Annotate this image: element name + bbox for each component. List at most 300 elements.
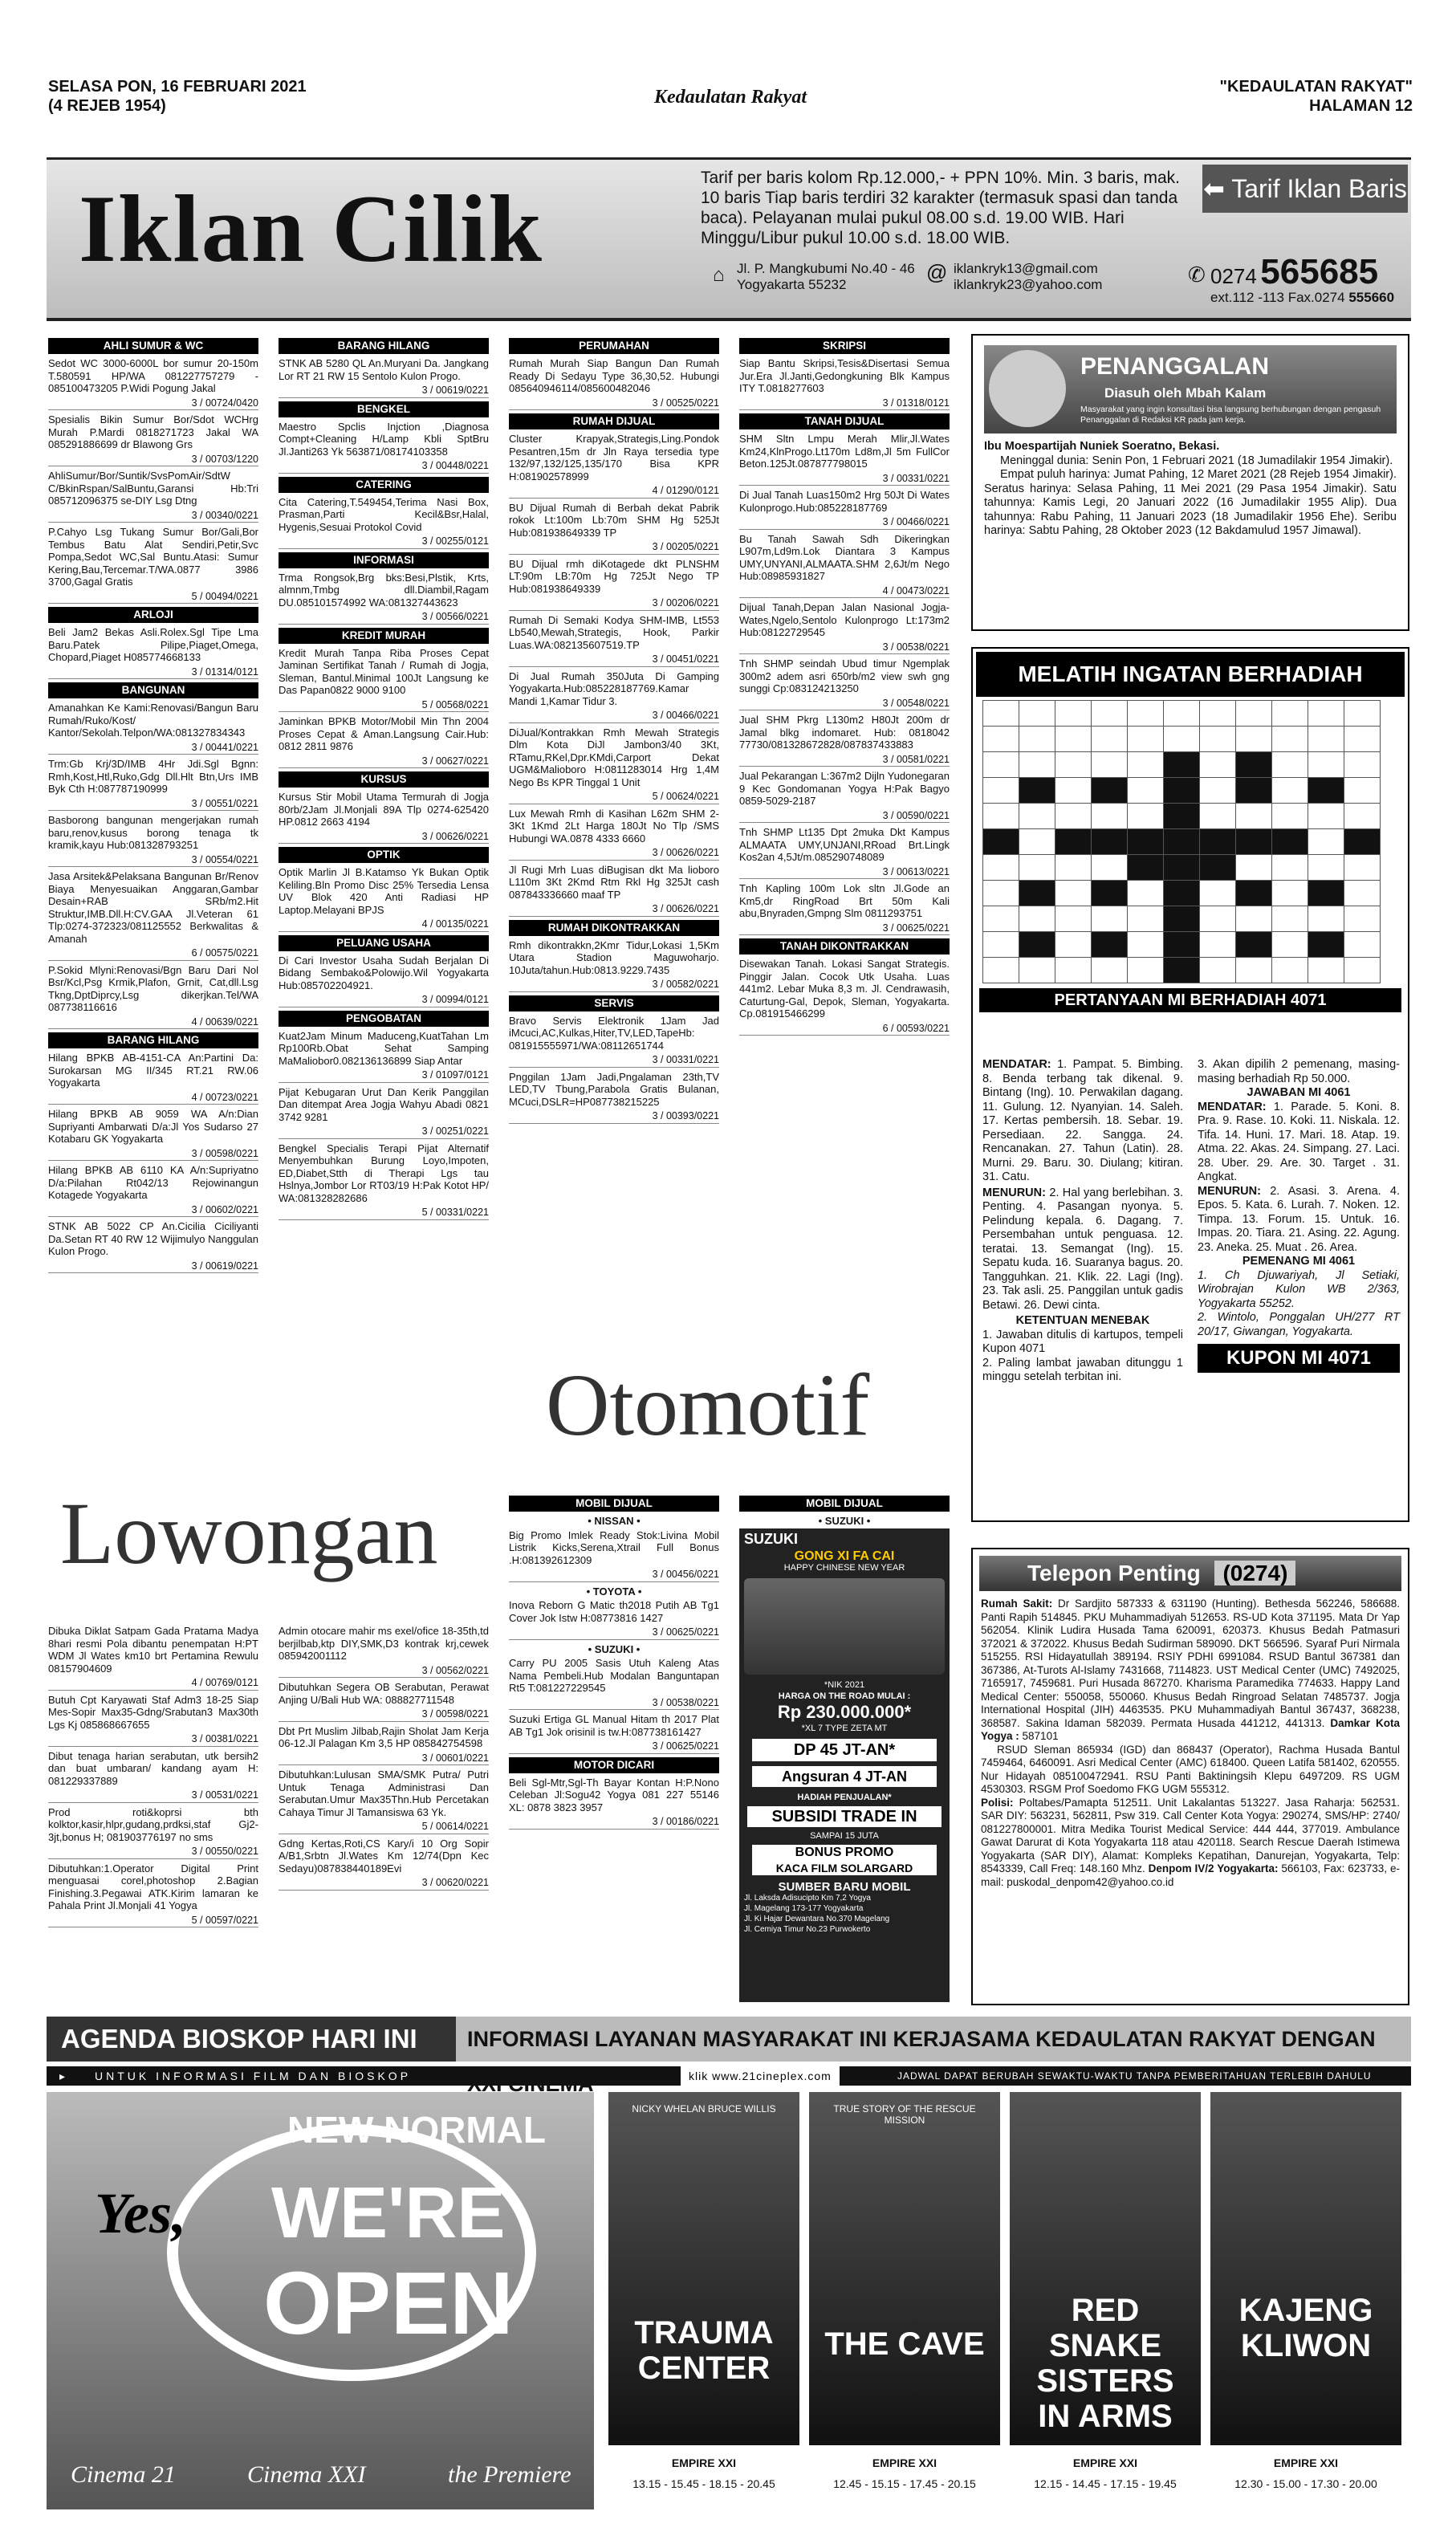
ad-code: 4 / 00639/0221 [48,1016,258,1030]
banner-title: Iklan Cilik [79,175,543,282]
crossword-cell [1019,855,1055,881]
edition-date [48,77,449,116]
classified-ad: Jl Rugi Mrh Luas diBugisan dkt Ma lioboro L110m 3Kt 2Kmd Rtm Rkl Hg 325Jt cash 087843336660 maaf TP [509,863,719,901]
classified-ad: DiJual/Kontrakkan Rmh Mewah Strategis Dlm Kota DiJl Jambon3/40 3Kt, RTamu,RKel,Dpr.KMdi,Carport Dekat UGM&Malioboro H:0811283014 Hrg 1,4M Nego Bs KPR Tinggal 1 Unit [509,726,719,788]
angsuran-text: Angsuran 4 JT-AN [752,1766,937,1787]
crossword-cell [1344,958,1381,983]
crossword-cell [1272,701,1308,727]
classified-ad: Lux Mewah Rmh di Kasihan L62m SHM 2-3Kt 1Kmd 2Lt Harga 180Jt No Tlp /SMS Hubungi WA.0878 4333 6660 [509,807,719,845]
promo-new-normal: NEW NORMAL [287,2109,546,2151]
section-header: TANAH DIJUAL [739,413,950,429]
classified-ad: Pijat Kebugaran Urut Dan Kerik Panggilan Dan ditempat Area Jogja Wahyu Abadi 0821 3742 9281 [279,1085,489,1123]
xl7-type: *XL 7 TYPE ZETA MT [801,1724,888,1733]
section-header: RUMAH DIJUAL [509,413,719,429]
suzuki-advert [739,1528,950,2002]
classified-ad: Carry PU 2005 Sasis Utuh Kaleng Atas Nama Pembeli.Hub Modalan Banguntapan Rt5 T:081227229545 [509,1657,719,1694]
film-showtimes: 12.15 - 14.45 - 17.15 - 19.45 [1034,2477,1177,2490]
crossword-cell [1055,804,1092,829]
crossword-cell [1272,855,1308,881]
arrow-icon: ⬅ [1203,174,1232,203]
crossword-cell [1272,804,1308,829]
classified-ad: Di Jual Tanah Luas150m2 Hrg 50Jt Di Wates Kulonprogo.Hub:085228187769 [739,489,950,514]
lowongan-column-1 [48,1625,258,1931]
ad-code: 3 / 00582/0221 [509,979,719,992]
section-header: OPTIK [279,847,489,863]
film-poster[interactable] [1210,2092,1401,2445]
crossword-cell [1236,727,1272,752]
crossword-block [1344,829,1381,855]
tarif-text: Tarif per baris kolom Rp.12.000,- + PPN 10%. Min. 3 baris, mak. 10 baris Tiap baris terdiri 32 karakter (termasuk spasi dan tanda baca). Pelayanan mulai pukul 08.00 s.d. 19.00 WIB. Hari Minggu/Libur pukul 10.00 s.d. 18.00 WIB. [701,169,1180,247]
header-jawa-date: (4 REJEB 1954) [48,97,166,115]
rsud-list: RSUD Sleman 865934 (IGD) dan 868437 (Operator), Rachma Husada Bantul 7459464, 6460091. Asri Medical Center (AMC) 618400. Queen Latifa 581402, 620555. Nur Hidayah 085100472941. RSU Panti Baktiningsih Klepu 6497209. RS UGM 4530303. RSGM Prof Soedomo FKG UGM 555312. [981,1743,1400,1795]
ad-code: 4 / 00723/0221 [48,1092,258,1105]
damkar-number: 587101 [1022,1730,1059,1742]
crossword-cell [1272,752,1308,778]
suzuki-logo: SUZUKI [744,1531,798,1547]
ad-code: 3 / 01097/0121 [279,1069,489,1083]
ad-code: 3 / 00724/0420 [48,397,258,411]
crossword-cell [983,727,1019,752]
classified-ad: Suzuki Ertiga GL Manual Hitam th 2017 Plat AB Tg1 Jok orisinil is tw.H:087738161427 [509,1713,719,1738]
crossword-cell [1236,906,1272,932]
ad-code: 3 / 00626/0221 [509,903,719,917]
section-header: ARLOJI [48,607,258,623]
telepon-title: Telepon Penting [1027,1561,1201,1585]
ad-code: 3 / 00598/0221 [48,1148,258,1162]
classified-column-1 [48,336,258,1276]
crossword-block [1164,829,1200,855]
section-header: RUMAH DIKONTRAKKAN [509,920,719,936]
crossword-cell [1128,881,1164,906]
ad-code: 3 / 00381/0221 [48,1733,258,1747]
crossword-block [1308,881,1344,906]
jawaban-label: JAWABAN MI 4061 [1247,1086,1351,1099]
telepon-panel [971,1548,1409,2005]
crossword-block [1164,881,1200,906]
classified-ad: Hilang BPKB AB-4151-CA An:Partini Da: Surokarsan MG II/345 RT.21 RW.06 Yogyakarta [48,1052,258,1089]
crossword-block [1164,932,1200,958]
crossword-cell [1092,727,1128,752]
section-header: INFORMASI [279,552,489,568]
crossword-block [1019,778,1055,804]
fax-number: 555660 [1348,290,1395,305]
promo-yes: Yes, [95,2181,186,2245]
ad-code: 3 / 00626/0221 [279,831,489,845]
classified-ad: Jual SHM Pkrg L130m2 H80Jt 200m dr Jamal blkg indomaret. Hub: 0818042 77730/081328672828/087837433883 [739,714,950,751]
lowongan-title: Lowongan [60,1484,438,1582]
section-header: CATERING [279,477,489,493]
crossword-cell [1200,701,1236,727]
classified-ad: Rumah Di Semaki Kodya SHM-IMB, Lt553 Lb540,Mewah,Strategis, Hook, Parkir Luas.WA:082135607519.TP [509,613,719,651]
film-showtimes: 12.30 - 15.00 - 17.30 - 20.00 [1234,2477,1377,2490]
dealer-address: Jl. Cemiya Timur No.23 Purwokerto [744,1925,871,1934]
ketentuan-3: 3. Akan dipilih 2 pemenang, masing-masing berhadiah Rp 50.000. [1198,1058,1400,1085]
crossword-cell [1055,727,1092,752]
classified-ad: SHM Sltn Lmpu Merah Mlir,Jl.Wates Km24,KlnProgo.Lt170m Ld8m,Jl 5m FullCor Beton.125Jt.087877798015 [739,433,950,470]
classified-ad: P.Sokid Mlyni:Renovasi/Bgn Baru Dari Nol Bsr/Kcl,Psg Krmik,Plafon, Grnit, Cat,dll.Lsg Tkng,DptDiprcy,Lsg dikerjkan.Tel/WA 087738116616 [48,963,258,1013]
crossword-cell [1344,932,1381,958]
crossword-block [1164,958,1200,983]
film-poster[interactable] [809,2092,1000,2445]
section-header: BARANG HILANG [279,338,489,354]
classified-ad: Butuh Cpt Karyawati Staf Adm3 18-25 Siap Mes-Sopir Max35-Gdng/Srabutan3 Max30th Lgs Kj 085868667655 [48,1693,258,1731]
crossword-cell [1272,881,1308,906]
classified-ad: Dijual Tanah,Depan Jalan Nasional Jogja-Wates,Ngelo,Sentolo Kulonprogo Lt:173m2 Hub:08122729545 [739,601,950,638]
crossword-cell [1200,727,1236,752]
masthead: Kedaulatan Rakyat [653,87,807,108]
classified-ad: Spesialis Bikin Sumur Bor/Sdot WCHrg Murah P.Mardi 0818271723 Jakal WA 085291886699 dr Blawong Grs [48,413,258,450]
nik-text: *NIK 2021 [824,1680,865,1690]
crossword-cell [1344,881,1381,906]
ad-code: 3 / 00538/0221 [509,1697,719,1711]
ad-code: 3 / 00703/1220 [48,454,258,467]
home-icon: ⌂ [713,264,725,286]
penanggalan-panel [971,334,1409,631]
penanggalan-title: PENANGGALAN [1080,353,1270,380]
crossword-cell [1128,752,1164,778]
email-1[interactable]: iklankryk13@gmail.com [954,261,1098,276]
crossword-block [983,829,1019,855]
email-2[interactable]: iklankryk23@yahoo.com [954,277,1103,292]
crossword-cell [1272,958,1308,983]
crossword-cell [1236,958,1272,983]
crossword-cell [1128,778,1164,804]
ad-code: 3 / 00581/0221 [739,754,950,767]
promo-open: OPEN [263,2254,514,2353]
price: Rp 230.000.000* [777,1702,912,1722]
harga-label: HARGA ON THE ROAD MULAI : [778,1691,911,1701]
crossword-block [1308,932,1344,958]
crossword-block [1236,752,1272,778]
crossword-block [1092,829,1128,855]
crossword-cell [1019,752,1055,778]
crossword-cell [1308,804,1344,829]
classified-ad: Hilang BPKB AB 6110 KA A/n:Supriyatno D/a:Pilahan Rt042/13 Rejowinangun Kotagede Yogyakarta [48,1164,258,1201]
crossword-block [1019,932,1055,958]
kupon-box[interactable]: KUPON MI 4071 [1198,1344,1400,1373]
classified-ad: BU Dijual rmh diKotagede dkt PLNSHM LT:90m LB:70m Hg 725Jt Nego TP Hub:081938649339 [509,557,719,595]
ketentuan-1: 1. Jawaban ditulis di kartupos, tempeli Kupon 4071 [982,1328,1183,1355]
crossword-cell [1092,958,1128,983]
ad-code: 3 / 00601/0221 [279,1752,489,1766]
classified-ad: Dibutuhkan Segera OB Serabutan, Perawat Anjing U/Bali Hub WA: 088827711548 [279,1681,489,1706]
ad-code: 3 / 00205/0221 [509,541,719,555]
phone-number: 565685 [1260,252,1379,291]
menurun-label: MENURUN: [982,1186,1046,1199]
classified-ad: Rmh dikontrakkn,2Kmr Tidur,Lokasi 1,5Km Utara Stadion Maguwoharjo. 10Juta/tahun.Hub:0813.9229.7435 [509,938,719,976]
sub-suzuki-2: • SUZUKI • [818,1515,871,1527]
ad-code: 5 / 00331/0221 [279,1207,489,1220]
ad-code: 4 / 01290/0121 [509,485,719,499]
crossword-cell [1128,958,1164,983]
crossword-cell [1344,906,1381,932]
email-block [926,260,1162,293]
pemenang-2: 2. Wintolo, Ponggalan UH/277 RT 20/17, Giwangan, Yogyakarta. [1198,1311,1400,1338]
bonus-text: BONUS PROMO [752,1845,937,1861]
tts-subtitle: PERTANYAAN MI BERHADIAH 4071 [979,988,1401,1012]
otomotif-column [509,1493,719,1833]
film-title: KAJENG KLIWON [1238,2293,1373,2363]
crossword-cell [1092,752,1128,778]
ad-code: 3 / 00619/0221 [48,1260,258,1274]
classified-ad: Dibut tenaga harian serabutan, utk bersih2 dan buat umbaran/ kandang ayam H: 081229337889 [48,1749,258,1787]
crossword-cell [1200,881,1236,906]
classified-ad: Siap Bantu Skripsi,Tesis&Disertasi Semua Jur.Era Jl.Janti,Gedongkuning Blk Kampus ITY T.0818277603 [739,357,950,394]
film-poster[interactable] [608,2092,799,2445]
crossword-block [1164,804,1200,829]
crossword-cell [1019,804,1055,829]
film-showtimes: 12.45 - 15.15 - 17.45 - 20.15 [833,2477,976,2490]
classified-ad: Beli Jam2 Bekas Asli.Rolex.Sgl Tipe Lma Baru.Patek Pilipe,Piaget,Omega, Chopard,Piaget H085774668133 [48,626,258,663]
section-header: PENGOBATAN [279,1011,489,1027]
crossword-cell [1128,804,1164,829]
crossword-cell [1344,752,1381,778]
crossword-cell [1200,906,1236,932]
classified-ad: Bu Tanah Sawah Sdh Dikeringkan L907m,Ld9m.Lok Diantara 3 Kampus UMY,UNYANI,ALMAATA.SHM 2,6Jt/m Nego Hub:08985931827 [739,532,950,582]
crossword-cell [1055,932,1092,958]
ad-code: 3 / 00331/0221 [509,1054,719,1068]
sub-toyota: • TOYOTA • [586,1585,642,1598]
classified-ad: AhliSumur/Bor/Suntik/SvsPomAir/SdtW C/BkinRspan/SalBuntu,Garansi Hb:Tri 085712096375 se-DIY Lsg Dtng [48,470,258,507]
penanggalan-header [984,345,1397,433]
crossword-block [1092,881,1128,906]
crossword-block [1128,829,1164,855]
crossword-cell [1055,701,1092,727]
ad-code: 3 / 00613/0221 [739,866,950,880]
crossword-cell [1308,829,1344,855]
crossword-cell [1128,906,1164,932]
crossword-cell [983,881,1019,906]
dp-text: DP 45 JT-AN* [752,1739,937,1761]
rs-list: Dr Sardjito 587333 & 631190 (Hunting). Bethesda 562246, 586688. Panti Rapih 514845. PKU Muhammadiyah 512653. RS-UD Kota 371195. Mata Dr Yap 562054. Klinik Ludira Husada Tama 620091, 620373. Khusus Bedah Patmasuri 372021 & 372022. Khusus Bedah Sudirman 589090. DKT 566596. Syaraf Puri Nirmala 515255. RSI Hidayatullah 389194. RSIY PDHI 6991084. RSUD Bantul 367381 dan 367386, At-Turots Al-Islamy 7431668, 7114823. UST Medical Center (UMC) 7492025, 7165917, 7459681. Puri Husada 867270. Kharisma Paramedika 774633. Happy Land Medical Center: 550058, 550060. Khusus Bedah Ringroad Selatan 7485737. Jogja International Hospital (JIH) 4463535. PKU Muhammadiyah Bantul 367437, 368238, 368587. Sakina Idaman 582039. Permata Husada 441212, 441313. [981,1598,1400,1729]
crossword-block [1128,855,1164,881]
ad-code: 3 / 00625/0221 [509,1626,719,1640]
crossword-block [1164,855,1200,881]
promo-were: WE'RE [271,2173,506,2253]
denpom-label: Denpom IV/2 Yogyakarta: [1148,1862,1279,1874]
section-header: BENGKEL [279,401,489,417]
dealer-address: Jl. Ki Hajar Dewantara No.370 Magelang [744,1915,890,1923]
crossword-block [1236,932,1272,958]
ad-code: 4 / 00473/0221 [739,585,950,599]
section-header: PELUANG USAHA [279,935,489,951]
crossword-cell [1236,855,1272,881]
cinema21-logo: Cinema 21 [71,2461,176,2488]
crossword-cell [1164,727,1200,752]
ad-code: 5 / 00614/0221 [279,1821,489,1834]
film-theater: EMPIRE XXI [671,2456,737,2469]
penanggalan-text: Meninggal dunia: Senin Pon, 1 Februari 2021 (18 Jumadilakir 1954 Jimakir). [1000,454,1393,467]
tts-panel [971,647,1409,1522]
crossword-cell [1055,906,1092,932]
classified-ad: Bravo Servis Elektronik 1Jam Jad iMcuci,AC,Kulkas,Hiter,TV,LED,TapeHb: 081915555971/WA:08112651744 [509,1014,719,1052]
crossword-cell [1308,701,1344,727]
crossword-block [1164,752,1200,778]
pemenang-1: 1. Ch Djuwariyah, Jl Setiaki, Wirobrajan Kulon WB 2/363, Yogyakarta 55252. [1198,1268,1400,1310]
suzuki-ad-column [739,1493,950,2002]
classified-ad: Jaminkan BPKB Motor/Mobil Min Thn 2004 Proses Cepat & Aman.Langsung Cair.Hub: 0812 2811 9876 [279,715,489,752]
film-cast: TRUE STORY OF THE RESCUE MISSION [833,2103,976,2126]
classified-ad: Basborong bangunan mengerjakan rumah baru,renov,kusus borong tenaga tk kramik,kayu Hub:081328793251 [48,814,258,851]
penanggalan-text: Empat puluh harinya: Jumat Pahing, 12 Maret 2021 (28 Rejeb 1954 Jimakir). Seratus harinya: Selasa Pahing, 11 Mei 2021 (29 Pasa 1954 Jimakir). Satu tahunnya: Kamis Legi, 20 Januari 2022 (16 Jumadilakir 1955 Alip). Dua tahunnya: Rabu Pahing, 11 Januari 2023 (18 Jumadilakir 1956 Ehe). Seribu harinya: Sabtu Pahing, 28 Oktober 2023 (12 Bakdamulud 1957 Jimawal). [984,468,1397,537]
at-icon: @ [926,260,948,284]
crossword-cell [1272,932,1308,958]
crossword-grid [982,700,1381,983]
polisi-list: Poltabes/Pamapta 512511. Unit Lakalantas 513227. Jasa Raharja: 562531. SAR DIY: 563231, 562811, Psw 319. Call Center Kota Yogya: 290274, SMS/HP: 2740/ 081227800001. Mitra Medika Tourist Medical Service: 444 444, 377019. Ambulance Gawat Darurat di Kota Yogyakarta 118 atau 420118. Search Rescue Daerah Istimewa Yogyakarta (SAR DIY), Alamat: Kompleks Kepatihan, Danurejan, Yogyakarta, Telp: 8543339, Call Freq: 148.160 Mhz. [981,1796,1400,1874]
menurun-clues: 2. Hal yang berlebihan. 3. Penting. 4. Pasangan nyonya. 5. Pelindung kepala. 6. Dagang. 7. Persembahan untuk penguasa. 12. teratai. 13. Semangat (Ing). 15. Sepatu kuda. 16. Suaranya bagus. 20. Tangguhkan. 21. Klik. 22. Lagi (Ing). 23. Tak asli. 25. Panggilan untuk gadis Betawi. 26. Dewi cinta. [982,1186,1184,1312]
classified-ad: Kursus Stir Mobil Utama Termurah di Jogja 80rb/2Jam Jl.Monjali 89A Tlp 0274-625420 HP.0812 2663 4194 [279,791,489,828]
crossword-cell [983,906,1019,932]
crossword-block [1272,829,1308,855]
ad-code: 3 / 00448/0221 [279,460,489,474]
crossword-cell [983,958,1019,983]
crossword-cell [1308,752,1344,778]
classified-ad: Maestro Spclis Injction ,Diagnosa Compt+Cleaning H/Lamp Kbli SptBru Jl.Janti263 Yk 563871/08174103358 [279,420,489,458]
crossword-block [1200,855,1236,881]
ad-code: 3 / 00626/0221 [509,847,719,861]
sub-nissan: • NISSAN • [588,1515,641,1527]
ad-code: 3 / 00466/0221 [739,516,950,530]
car-image [744,1578,945,1675]
section-header: BANGUNAN [48,682,258,698]
classified-ad: Tnh SHMP Lt135 Dpt 2muka Dkt Kampus ALMAATA UMY,UNJANI,RRoad Brt.Lingk Kos2an 4,5Jt/m.085290748089 [739,826,950,863]
crossword-cell [1272,727,1308,752]
ad-code: 3 / 01314/0121 [48,666,258,680]
film-cast: NICKY WHELAN BRUCE WILLIS [632,2103,776,2115]
polisi-label: Polisi: [981,1796,1014,1809]
ad-code: 6 / 00575/0221 [48,947,258,961]
classified-ad: Big Promo Imlek Ready Stok:Livina Mobil Listrik Kicks,Serena,Xtrail Full Bonus .H:081392612309 [509,1528,719,1566]
section-header: PERUMAHAN [509,338,719,354]
classified-ad: Dibutuhkan:Lulusan SMA/SMK Putra/ Putri Untuk Tenaga Administrasi Dan Serabutan.Umur Max35Thn.Hub Percetakan Cahaya Timur Jl Tamansiswa 63 Yk. [279,1769,489,1818]
section-header: KREDIT MURAH [279,628,489,644]
crossword-cell [983,701,1019,727]
section-header: TANAH DIKONTRAKKAN [739,938,950,954]
jawaban-mendatar: 1. Parade. 5. Koni. 8. Pra. 9. Rase. 10. Koki. 11. Niskala. 12. Tifa. 14. Huni. 17. Mari. 18. Atap. 19. Atma. 22. Akas. 24. Simpang. 27. Laci. 28. Uber. 29. Are. 30. Target . 31. Angkat. [1198,1100,1400,1183]
ad-code: 4 / 00769/0121 [48,1677,258,1691]
crossword-block [1055,829,1092,855]
crossword-cell [1055,855,1092,881]
ad-code: 5 / 00494/0221 [48,591,258,604]
classified-column-3 [509,336,719,1127]
crossword-block [1019,881,1055,906]
sub-suzuki: • SUZUKI • [588,1642,641,1655]
crossword-block [1236,829,1272,855]
crossword-block [1308,778,1344,804]
pemenang-label: PEMENANG MI 4061 [1242,1255,1356,1268]
hadiah-label: HADIAH PENJUALAN* [797,1793,892,1802]
crossword-cell [983,778,1019,804]
banner-rule [47,318,1411,321]
jawaban-mendatar-label: MENDATAR: [1198,1100,1267,1113]
crossword-cell [1344,855,1381,881]
penanggalan-note: Masyarakat yang ingin konsultasi bisa langsung berhubungan dengan pengasuh Penanggalan di Redaksi KR pada jam kerja. [1080,405,1381,425]
crossword-cell [1236,804,1272,829]
classified-ad: Tnh Kapling 100m Lok sltn Jl.Gode an Km5,dr RingRoad Brt 50m Kali abu,Bnyraden,Gmpng Slm 0811293751 [739,882,950,919]
crossword-cell [1236,701,1272,727]
penanggalan-name: Mbah Kalam [1186,385,1267,401]
crossword-cell [1344,701,1381,727]
crossword-cell [1019,829,1055,855]
film-theater: EMPIRE XXI [1072,2456,1138,2469]
ad-code: 3 / 00627/0221 [279,755,489,769]
crossword-cell [1308,855,1344,881]
crossword-cell [1055,778,1092,804]
classified-ad: Amanahkan Ke Kami:Renovasi/Bangun Baru Rumah/Ruko/Kost/ Kantor/Sekolah.Telpon/WA:081327834343 [48,702,258,739]
crossword-cell [1092,855,1128,881]
classified-ad: Jual Pekarangan L:367m2 Dijln Yudonegaran 9 Kec Gondomanan Yogya H:Pak Bagyo 0859-5029-2187 [739,770,950,807]
cineplex-link[interactable]: klik www.21cineplex.com [681,2066,840,2086]
gong-text: GONG XI FA CAI [794,1549,895,1563]
crossword-cell [1344,804,1381,829]
classified-ad: Trm:Gb Krj/3D/IMB 4Hr Jdi.Sgl Bgnn: Rmh,Kost,Htl,Ruko,Gdg Dll.Hlt Btn,Urs IMB Byk Cth H:087787190999 [48,758,258,795]
crossword-block [1164,906,1200,932]
cny-text: HAPPY CHINESE NEW YEAR [783,1563,905,1573]
crossword-cell [1092,804,1128,829]
ad-code: 3 / 00619/0221 [279,385,489,398]
classified-ad: Trma Rongsok,Brg bks:Besi,Plstik, Krts, almnm,Tmbg dll.Diambil,Ragam DU.085101574992 WA:081327443623 [279,571,489,609]
section-motor-dicari: MOTOR DICARI [509,1757,719,1773]
classified-ad: Tnh SHMP seindah Ubud timur Ngemplak 300m2 adem asri 650rb/m2 view swh gng sunggi Cp:083124213250 [739,657,950,694]
crossword-block [1092,778,1128,804]
ad-code: 3 / 00340/0221 [48,510,258,523]
avatar [989,350,1066,427]
crossword-cell [1164,701,1200,727]
ad-code: 5 / 00568/0221 [279,699,489,713]
film-title: THE CAVE [824,2326,985,2362]
subsidi-text: SUBSIDI TRADE IN [747,1806,942,1827]
film-poster[interactable] [1010,2092,1201,2445]
section-header: KURSUS [279,771,489,788]
ad-code: 3 / 00566/0221 [279,611,489,625]
ad-code: 3 / 00625/0221 [739,922,950,936]
crossword-cell [983,932,1019,958]
cinemaxxi-logo: Cinema XXI [247,2461,366,2488]
section-header: SERVIS [509,995,719,1011]
crossword-cell [983,752,1019,778]
crossword-cell [1055,881,1092,906]
classified-ad: Kuat2Jam Minum Maduceng,KuatTahan Lm Rp100Rb.Obat Sehat Samping MaMaliobor0.082136136899 Siap Antar [279,1029,489,1067]
mendatar-label: MENDATAR: [982,1058,1051,1071]
dealer-name: SUMBER BARU MOBIL [778,1880,911,1894]
crossword-cell [1344,727,1381,752]
film-title: RED SNAKE SISTERS IN ARMS [1036,2293,1174,2434]
classified-ad: Bengkel Specialis Terapi Pijat Alternatif Menyembuhkan Burung Loyo,Impoten, ED,Diabet,Stth di Therapi Lgs tau Hslnya,Jombor Lor RT03/19 H:Pak Kotot HP/ WA:081328282686 [279,1142,489,1204]
classified-ad: BU Dijual Rumah di Berbah dekat Pabrik rokok Lt:100m Lb:70m SHM Hg 525Jt Hub:081938649339 TP [509,501,719,539]
bioskop-info: INFORMASI LAYANAN MASYARAKAT INI KERJASAMA KEDAULATAN RAKYAT DENGAN [456,2017,1411,2062]
jawaban-menurun-label: MENURUN: [1198,1184,1261,1198]
kaca-text: KACA FILM SOLARGARD [752,1861,937,1875]
crossword-cell [1128,701,1164,727]
crossword-block [1092,932,1128,958]
section-header: SKRIPSI [739,338,950,354]
classified-ad: Gdng Kertas,Roti,CS Kary/i 10 Org Sopir A/B1,Srbtn Jl.Wates Km 12/74(Dpn Kec Sedayu)087838440189Evi [279,1837,489,1874]
ketentuan-label: KETENTUAN MENEBAK [1015,1314,1150,1327]
phone-area: 0274 [1210,264,1257,288]
crossword-cell [1200,804,1236,829]
telepon-header [979,1556,1401,1591]
sampai-text: SAMPAI 15 JUTA [810,1831,879,1841]
ad-code: 3 / 00598/0221 [279,1708,489,1722]
crossword-cell [1308,958,1344,983]
page-number: HALAMAN 12 [1309,97,1413,115]
tarif-label-text: Tarif Iklan Baris [1231,174,1407,203]
classified-ad: Hilang BPKB AB 9059 WA A/n:Dian Supriyanti Ambarwati D/a:Jl Yos Sudarso 27 Kotabaru GK Yogyakarta [48,1108,258,1145]
classified-ad: Jasa Arsitek&Pelaksana Bangunan Br/Renov Biaya Menyesuaikan Anggaran,Gambar Desain+RAB SRb/m2.Hit Struktur,IMB.Dll.H:CV.GAA Jl.Veteran 61 Tlp:0274-372323/081125552 Berkwalitas & Amanah [48,870,258,945]
ad-code: 3 / 00625/0221 [509,1740,719,1754]
classified-ad: Admin otocare mahir ms exel/ofice 18-35th,td berjilbab,ktp DIY,SMK,D3 kontrak krj,cewek 085942001112 [279,1625,489,1662]
classified-ad: Di Jual Rumah 350Juta Di Gamping Yogyakarta.Hub:085228187769.Kamar Mandi 1,Kamar Tidur 3. [509,670,719,707]
